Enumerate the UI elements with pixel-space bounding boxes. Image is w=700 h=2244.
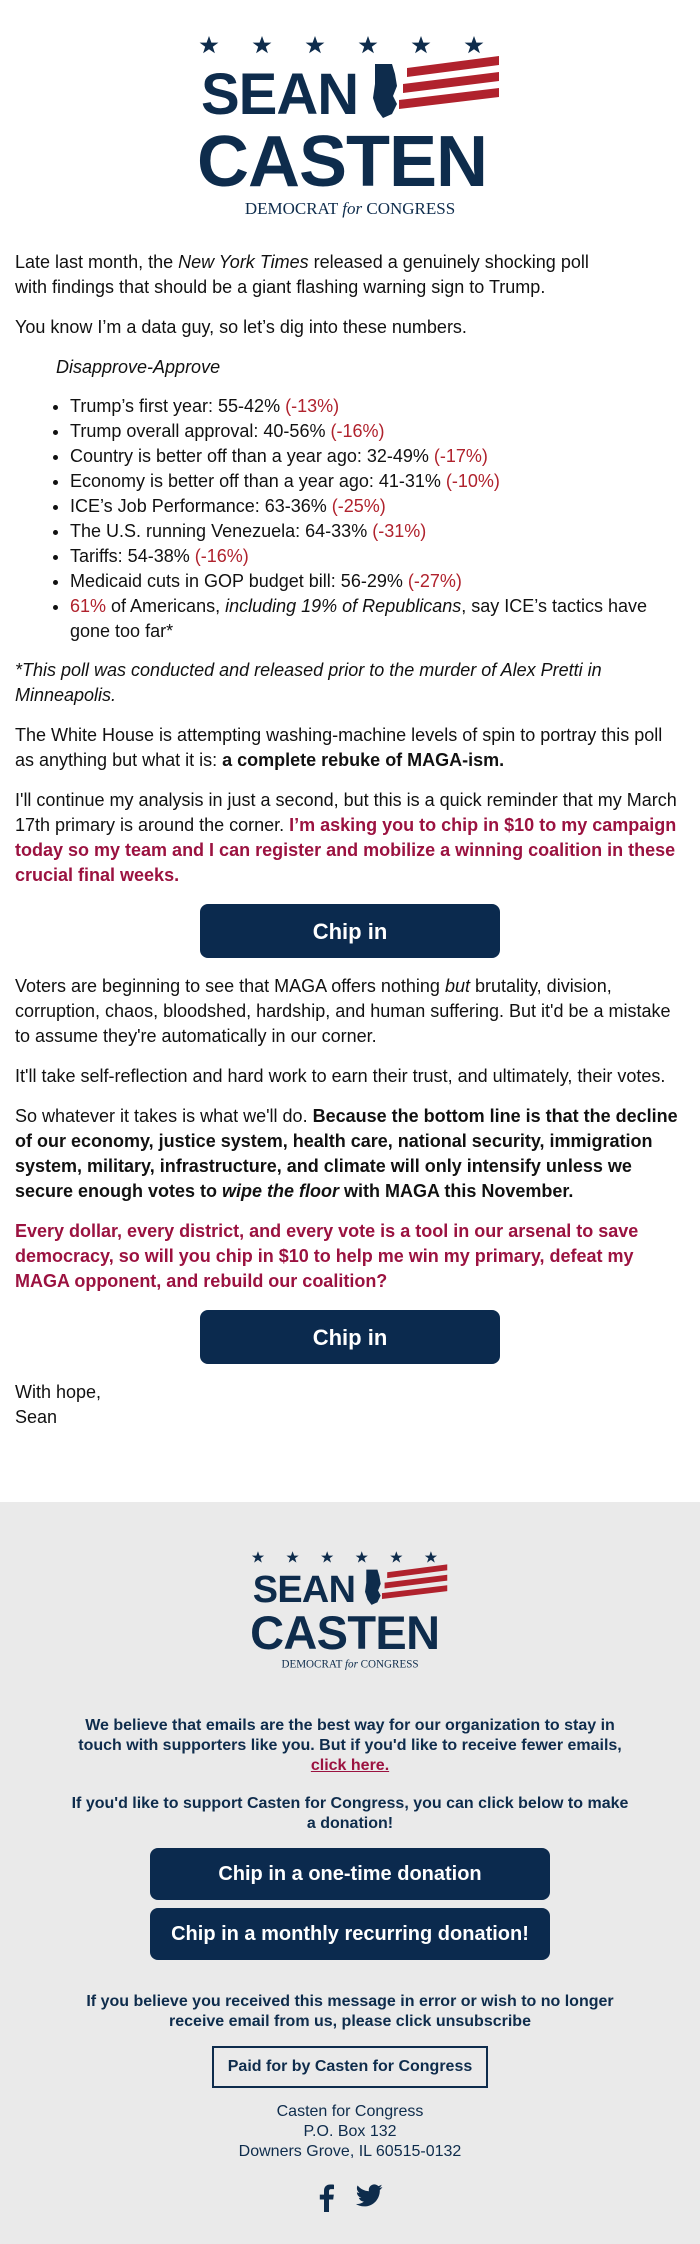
monthly-donation-button[interactable]: Chip in a monthly recurring donation! (150, 1908, 550, 1960)
logo-tagline: DEMOCRAT for CONGRESS (281, 1658, 419, 1671)
illinois-icon (365, 1570, 381, 1605)
bottom-line-paragraph: So whatever it takes is what we'll do. Because the bottom line is that the decline of our economy, justice system, health care, national security, immigration system, military, infrastructure, and climate will only intensify unless we secure enough votes to wipe the floor with MAGA this November. (15, 1106, 678, 1201)
click-here-link[interactable]: click here. (310, 1757, 390, 1774)
unsubscribe-notice: If you believe you received this message in error or wish to no longer receive email from us, please click unsubscribe (86, 1993, 614, 2030)
logo-name-line1: SEAN (252, 1569, 356, 1612)
address-line: Casten for Congress (276, 2103, 424, 2120)
flag-stripes-icon (399, 56, 499, 109)
donation-buttons (0, 1848, 700, 1960)
stars-row (200, 36, 484, 53)
header-logo (0, 0, 700, 250)
email-body (0, 250, 700, 1430)
every-dollar-paragraph: Every dollar, every district, and every vote is a tool in our arsenal to save democracy, so will you chip in $10 to help me win my primary, defeat my MAGA opponent, and rebuild our coalition? (15, 1221, 639, 1291)
facebook-icon[interactable] (317, 2184, 335, 2212)
logo-name-line2: CASTEN (197, 122, 488, 202)
signoff-name: Sean (15, 1407, 58, 1427)
list-item: • Medicaid cuts in GOP budget bill: 56-29% (-27%) (70, 569, 685, 594)
sean-casten-logo (197, 34, 503, 224)
list-item: • The U.S. running Venezuela: 64-33% (-31%) (70, 519, 685, 544)
poll-list (56, 394, 685, 644)
social-links (0, 2184, 700, 2212)
footnote: *This poll was conducted and released prior to the murder of Alex Pretti in Minneapolis. (15, 660, 602, 705)
footer-logo (0, 1502, 700, 1674)
spin-paragraph: The White House is attempting washing-machine levels of spin to portray this poll as anything but what it is: a complete rebuke of MAGA-ism. (15, 725, 663, 770)
address-line: P.O. Box 132 (303, 2123, 397, 2140)
chip-in-button[interactable]: Chip in (200, 1310, 500, 1364)
self-reflection-paragraph: It'll take self-reflection and hard work to earn their trust, and ultimately, their votes. (15, 1066, 666, 1086)
address-line: Downers Grove, IL 60515-0132 (238, 2143, 462, 2160)
list-item: • 61% of Americans, including 19% of Republicans, say ICE’s tactics have gone too far* (70, 594, 685, 644)
signoff-line-1: With hope, (15, 1382, 102, 1402)
logo-name-line1: SEAN (201, 62, 359, 127)
poll-header: Disapprove-Approve (56, 357, 221, 377)
list-item: • Country is better off than a year ago: 32-49% (-17%) (70, 444, 685, 469)
paid-for-label: Paid for by Casten for Congress (212, 2046, 489, 2088)
one-time-donation-button[interactable]: Chip in a one-time donation (150, 1848, 550, 1900)
chip-in-row-1 (15, 904, 685, 958)
voters-paragraph: Voters are beginning to see that MAGA offers nothing but brutality, division, corruption, chaos, bloodshed, hardship, and human suffering. But it'd be a mistake to assume they're automatically in our corner. (15, 976, 671, 1046)
footer (0, 1502, 700, 2244)
intro-paragraph: Late last month, the New York Times released a genuinely shocking poll with findings that should be a giant flashing warning sign to Trump. (15, 252, 589, 297)
stars-row (252, 1551, 437, 1562)
twitter-icon[interactable] (355, 2184, 383, 2208)
list-item: • ICE’s Job Performance: 63-36% (-25%) (70, 494, 685, 519)
illinois-icon (373, 64, 397, 118)
logo-name-line2: CASTEN (250, 1606, 440, 1660)
chip-in-row-2 (15, 1310, 685, 1364)
support-notice: If you'd like to support Casten for Congress, you can click below to make a donation! (71, 1795, 629, 1832)
flag-stripes-icon (382, 1564, 447, 1599)
list-item: • Tariffs: 54-38% (-16%) (70, 544, 685, 569)
list-item: • Economy is better off than a year ago: 41-31% (-10%) (70, 469, 685, 494)
paid-for-box (0, 2046, 700, 2088)
chip-in-button[interactable]: Chip in (200, 904, 500, 958)
logo-tagline: DEMOCRAT for CONGRESS (244, 199, 456, 218)
data-guy-paragraph: You know I’m a data guy, so let’s dig into these numbers. (15, 317, 467, 337)
emails-notice: We believe that emails are the best way for our organization to stay in touch with supporters like you. But if you'd like to receive fewer emails, click here. (78, 1717, 622, 1774)
sean-casten-logo (250, 1550, 450, 1674)
list-item: • Trump’s first year: 55-42% (-13%) (70, 394, 685, 419)
mailing-address (0, 2102, 700, 2162)
analysis-paragraph: I'll continue my analysis in just a second, but this is a quick reminder that my March 17th primary is around the corner. I’m asking you to chip in $10 to my campaign today so my team and I can register and mobilize a winning coalition in these crucial final weeks. (15, 790, 677, 885)
list-item: • Trump overall approval: 40-56% (-16%) (70, 419, 685, 444)
